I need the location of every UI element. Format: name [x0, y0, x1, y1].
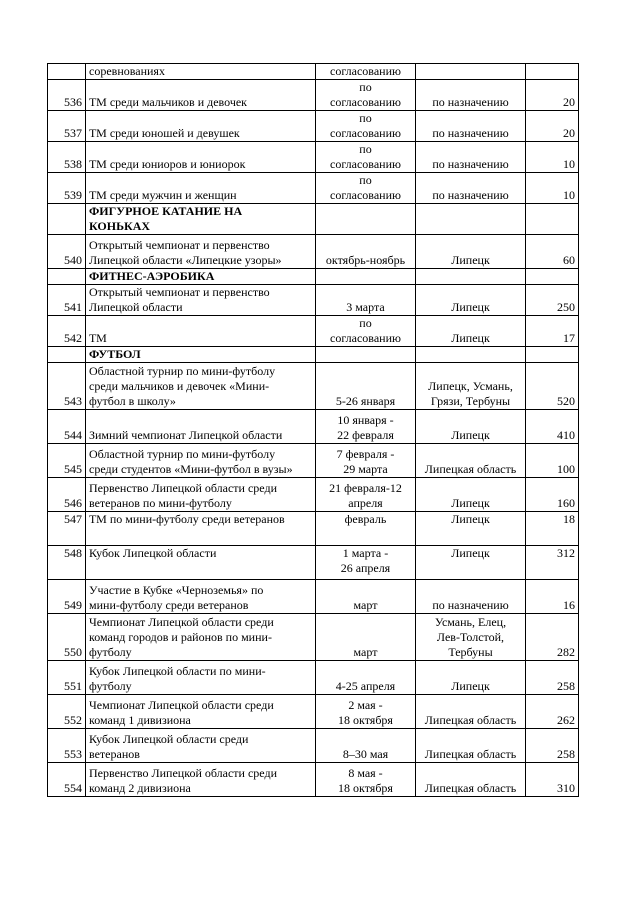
- empty-cell: [316, 204, 416, 235]
- row-number: 543: [48, 363, 86, 410]
- event-date: по согласованию: [316, 111, 416, 142]
- event-place: Липецк: [416, 512, 526, 546]
- event-place: Липецк: [416, 410, 526, 444]
- row-number: 536: [48, 80, 86, 111]
- row-number: 552: [48, 695, 86, 729]
- event-date: 8 мая - 18 октября: [316, 763, 416, 797]
- event-name: Первенство Липецкой области среди команд 2 дивизиона: [86, 763, 316, 797]
- empty-cell: [416, 269, 526, 285]
- event-date: по согласованию: [316, 316, 416, 347]
- event-place: по назначению: [416, 80, 526, 111]
- empty-cell: [416, 204, 526, 235]
- event-name: ТМ по мини-футболу среди ветеранов: [86, 512, 316, 546]
- event-date: 3 марта: [316, 285, 416, 316]
- table-row: [48, 580, 579, 614]
- participant-count: 100: [526, 444, 579, 478]
- row-number: 539: [48, 173, 86, 204]
- participant-count: 10: [526, 173, 579, 204]
- row-number: 542: [48, 316, 86, 347]
- row-number: 538: [48, 142, 86, 173]
- row-number: 537: [48, 111, 86, 142]
- event-name: Открытый чемпионат и первенство Липецкой области «Липецкие узоры»: [86, 235, 316, 269]
- table-row: [48, 363, 579, 410]
- event-place: [416, 64, 526, 80]
- table-row: [48, 763, 579, 797]
- event-date: октябрь-ноябрь: [316, 235, 416, 269]
- event-date: март: [316, 614, 416, 661]
- schedule-table: [47, 63, 579, 797]
- participant-count: 60: [526, 235, 579, 269]
- event-date: 2 мая - 18 октября: [316, 695, 416, 729]
- section-title: ФИГУРНОЕ КАТАНИЕ НА КОНЬКАХ: [86, 204, 316, 235]
- event-place: Липецкая область: [416, 729, 526, 763]
- event-date: 7 февраля - 29 марта: [316, 444, 416, 478]
- participant-count: 520: [526, 363, 579, 410]
- event-name: Областной турнир по мини-футболу среди студентов «Мини-футбол в вузы»: [86, 444, 316, 478]
- table-row: [48, 111, 579, 142]
- event-date: 4-25 апреля: [316, 661, 416, 695]
- event-place: Липецкая область: [416, 763, 526, 797]
- participant-count: 262: [526, 695, 579, 729]
- table-row: [48, 614, 579, 661]
- participant-count: 18: [526, 512, 579, 546]
- table-row: [48, 142, 579, 173]
- empty-cell: [316, 269, 416, 285]
- table-row: [48, 316, 579, 347]
- section-row: [48, 204, 579, 235]
- participant-count: 16: [526, 580, 579, 614]
- event-date: 5-26 января: [316, 363, 416, 410]
- row-number: 550: [48, 614, 86, 661]
- row-number: 544: [48, 410, 86, 444]
- participant-count: 160: [526, 478, 579, 512]
- empty-cell: [526, 347, 579, 363]
- row-number: [48, 347, 86, 363]
- event-name: Зимний чемпионат Липецкой области: [86, 410, 316, 444]
- participant-count: 310: [526, 763, 579, 797]
- event-name: ТМ среди мужчин и женщин: [86, 173, 316, 204]
- row-number: 545: [48, 444, 86, 478]
- table-row: [48, 410, 579, 444]
- empty-cell: [526, 204, 579, 235]
- table-row: [48, 695, 579, 729]
- row-number: 551: [48, 661, 86, 695]
- row-number: [48, 204, 86, 235]
- table-row: [48, 444, 579, 478]
- participant-count: 20: [526, 80, 579, 111]
- participant-count: 258: [526, 729, 579, 763]
- event-place: Усмань, Елец, Лев-Толстой, Тербуны: [416, 614, 526, 661]
- table-row: [48, 478, 579, 512]
- row-number: 546: [48, 478, 86, 512]
- row-number: 547: [48, 512, 86, 546]
- participant-count: [526, 64, 579, 80]
- event-date: по согласованию: [316, 80, 416, 111]
- participant-count: 17: [526, 316, 579, 347]
- event-name: соревнованиях: [86, 64, 316, 80]
- event-date: 10 января - 22 февраля: [316, 410, 416, 444]
- event-name: Первенство Липецкой области среди ветеранов по мини-футболу: [86, 478, 316, 512]
- event-name: Кубок Липецкой области: [86, 546, 316, 580]
- event-name: Областной турнир по мини-футболу среди мальчиков и девочек «Мини- футбол в школу»: [86, 363, 316, 410]
- participant-count: 258: [526, 661, 579, 695]
- row-number: 540: [48, 235, 86, 269]
- table-row: [48, 546, 579, 580]
- table-row: [48, 80, 579, 111]
- section-row: [48, 269, 579, 285]
- event-name: Чемпионат Липецкой области среди команд городов и районов по мини- футболу: [86, 614, 316, 661]
- event-place: Липецк: [416, 285, 526, 316]
- event-place: по назначению: [416, 142, 526, 173]
- event-place: Липецк: [416, 235, 526, 269]
- event-name: ТМ: [86, 316, 316, 347]
- table-row: [48, 661, 579, 695]
- event-place: Липецк: [416, 316, 526, 347]
- event-name: Кубок Липецкой области по мини- футболу: [86, 661, 316, 695]
- event-place: по назначению: [416, 580, 526, 614]
- empty-cell: [416, 347, 526, 363]
- event-place: по назначению: [416, 173, 526, 204]
- row-number: [48, 269, 86, 285]
- event-name: Кубок Липецкой области среди ветеранов: [86, 729, 316, 763]
- event-place: Липецкая область: [416, 695, 526, 729]
- row-number: 541: [48, 285, 86, 316]
- event-place: Липецк: [416, 661, 526, 695]
- empty-cell: [316, 347, 416, 363]
- event-place: по назначению: [416, 111, 526, 142]
- event-name: Участие в Кубке «Черноземья» по мини-футболу среди ветеранов: [86, 580, 316, 614]
- table-row: [48, 729, 579, 763]
- participant-count: 282: [526, 614, 579, 661]
- event-date: 21 февраля-12 апреля: [316, 478, 416, 512]
- row-number: 548: [48, 546, 86, 580]
- row-number: 553: [48, 729, 86, 763]
- event-name: ТМ среди юношей и девушек: [86, 111, 316, 142]
- event-date: февраль: [316, 512, 416, 546]
- event-name: Открытый чемпионат и первенство Липецкой области: [86, 285, 316, 316]
- event-name: ТМ среди юниоров и юниорок: [86, 142, 316, 173]
- section-title: ФИТНЕС-АЭРОБИКА: [86, 269, 316, 285]
- event-place: Липецк, Усмань, Грязи, Тербуны: [416, 363, 526, 410]
- event-date: согласованию: [316, 64, 416, 80]
- table-row: [48, 235, 579, 269]
- participant-count: 312: [526, 546, 579, 580]
- table-row: [48, 173, 579, 204]
- event-date: по согласованию: [316, 142, 416, 173]
- table-row: [48, 64, 579, 80]
- row-number: 554: [48, 763, 86, 797]
- row-number: 549: [48, 580, 86, 614]
- participant-count: 410: [526, 410, 579, 444]
- table-row: [48, 285, 579, 316]
- participant-count: 20: [526, 111, 579, 142]
- event-date: по согласованию: [316, 173, 416, 204]
- event-date: 8–30 мая: [316, 729, 416, 763]
- row-number: [48, 64, 86, 80]
- event-place: Липецкая область: [416, 444, 526, 478]
- table-row: [48, 512, 579, 546]
- schedule-body: [48, 64, 579, 797]
- event-date: март: [316, 580, 416, 614]
- participant-count: 10: [526, 142, 579, 173]
- event-name: Чемпионат Липецкой области среди команд 1 дивизиона: [86, 695, 316, 729]
- event-name: ТМ среди мальчиков и девочек: [86, 80, 316, 111]
- section-title: ФУТБОЛ: [86, 347, 316, 363]
- section-row: [48, 347, 579, 363]
- participant-count: 250: [526, 285, 579, 316]
- event-place: Липецк: [416, 546, 526, 580]
- event-date: 1 марта - 26 апреля: [316, 546, 416, 580]
- event-place: Липецк: [416, 478, 526, 512]
- empty-cell: [526, 269, 579, 285]
